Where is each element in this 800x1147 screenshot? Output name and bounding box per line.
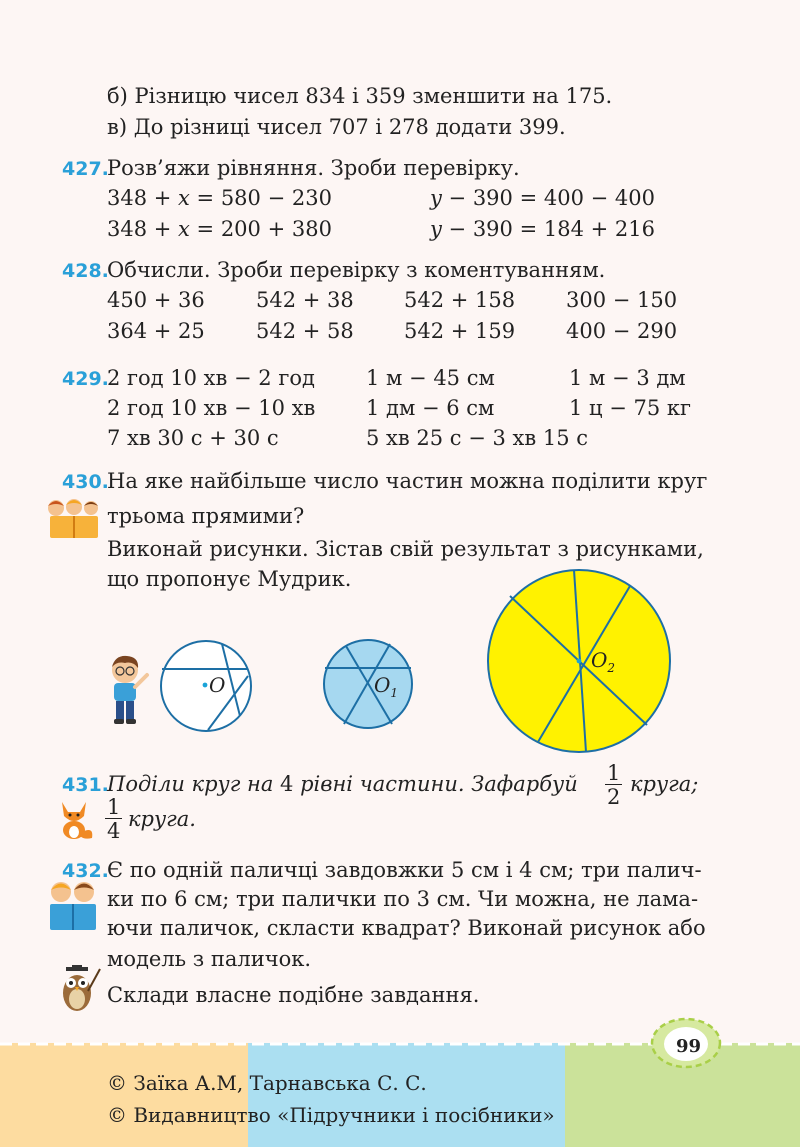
fraction-one-quarter: $\frac{1}{4}$ xyxy=(107,795,121,843)
circle-o2-diagram xyxy=(486,568,672,754)
footer-authors: © Заїка А.М, Тарнавська С. С. xyxy=(107,1071,427,1095)
page-number: 99 xyxy=(676,1036,702,1057)
expression: 2 год 10 хв − 2 год xyxy=(107,366,315,390)
task-part-v: в) До різниці чисел 707 і 278 додати 399. xyxy=(107,115,566,139)
expression: 400 − 290 xyxy=(566,319,678,343)
task-number-429: 429. xyxy=(62,368,109,390)
expression: 1 дм − 6 см xyxy=(366,396,495,420)
equation-2: 348 + x = 200 + 380 xyxy=(107,217,332,241)
task-428-text: Обчисли. Зроби перевірку з коментуванням. xyxy=(107,258,606,282)
expression: 364 + 25 xyxy=(107,319,205,343)
task-431-word: круга; xyxy=(630,772,699,796)
task-432-line-3: ючи паличок, скласти квадрат? Виконай рисунок або xyxy=(107,916,706,940)
group-work-icon xyxy=(44,498,104,540)
circle-o1-label: $O_1$ xyxy=(374,673,399,700)
mudryk-boy-icon xyxy=(105,655,151,725)
task-432-line-2: ки по 6 см; три палички по 3 см. Чи можна, не лама- xyxy=(107,887,699,911)
expression: 542 + 158 xyxy=(404,288,516,312)
footer-publisher: © Видавництво «Підручники і посібники» xyxy=(107,1103,555,1127)
task-number-430: 430. xyxy=(62,471,109,493)
task-part-b: б) Різницю чисел 834 і 359 зменшити на 175. xyxy=(107,84,613,108)
task-number-428: 428. xyxy=(62,260,109,282)
task-430-line-1: На яке найбільше число частин можна поділити круг xyxy=(107,469,708,493)
task-432-line-1: Є по одній паличці завдовжки 5 см і 4 см; три палич- xyxy=(107,858,702,882)
circle-o1-diagram xyxy=(322,638,414,730)
equation-3: y − 390 = 400 − 400 xyxy=(430,186,655,210)
task-432-line-5: Склади власне подібне завдання. xyxy=(107,983,480,1007)
expression: 1 м − 45 см xyxy=(366,366,495,390)
task-430-line-3: Виконай рисунки. Зістав свій результат з рисунками, xyxy=(107,537,704,561)
task-430-line-2: трьома прямими? xyxy=(107,504,305,528)
expression: 300 − 150 xyxy=(566,288,678,312)
expression: 1 м − 3 дм xyxy=(569,366,686,390)
task-number-432: 432. xyxy=(62,860,109,882)
fox-icon xyxy=(54,796,96,840)
expression: 542 + 38 xyxy=(256,288,354,312)
circle-o-diagram xyxy=(158,638,254,734)
footer-band-blue xyxy=(248,1043,565,1147)
footer-band-orange xyxy=(0,1043,248,1147)
expression: 1 ц − 75 кг xyxy=(569,396,692,420)
pair-reading-icon xyxy=(44,880,102,932)
expression: 542 + 58 xyxy=(256,319,354,343)
expression: 542 + 159 xyxy=(404,319,516,343)
task-number-431: 431. xyxy=(62,774,109,796)
task-430-line-4: що пропонує Мудрик. xyxy=(107,567,352,591)
task-431-word: круга. xyxy=(128,807,196,831)
equation-1: 348 + x = 580 − 230 xyxy=(107,186,332,210)
expression: 5 хв 25 с − 3 хв 15 с xyxy=(366,426,589,450)
circle-o2-label: $O_2$ xyxy=(591,648,616,675)
expression: 7 хв 30 с + 30 с xyxy=(107,426,279,450)
task-431-line-1: Поділи круг на 4 рівні частини. Зафарбуй xyxy=(107,772,578,796)
task-number-427: 427. xyxy=(62,158,109,180)
expression: 2 год 10 хв − 10 хв xyxy=(107,396,316,420)
owl-icon xyxy=(58,965,102,1015)
fraction-one-half: $\frac{1}{2}$ xyxy=(607,761,621,809)
task-432-line-4: модель з паличок. xyxy=(107,947,312,971)
circle-o-label: O xyxy=(209,673,226,697)
equation-4: y − 390 = 184 + 216 xyxy=(430,217,655,241)
task-427-text: Розв’яжи рівняння. Зроби перевірку. xyxy=(107,156,520,180)
expression: 450 + 36 xyxy=(107,288,205,312)
